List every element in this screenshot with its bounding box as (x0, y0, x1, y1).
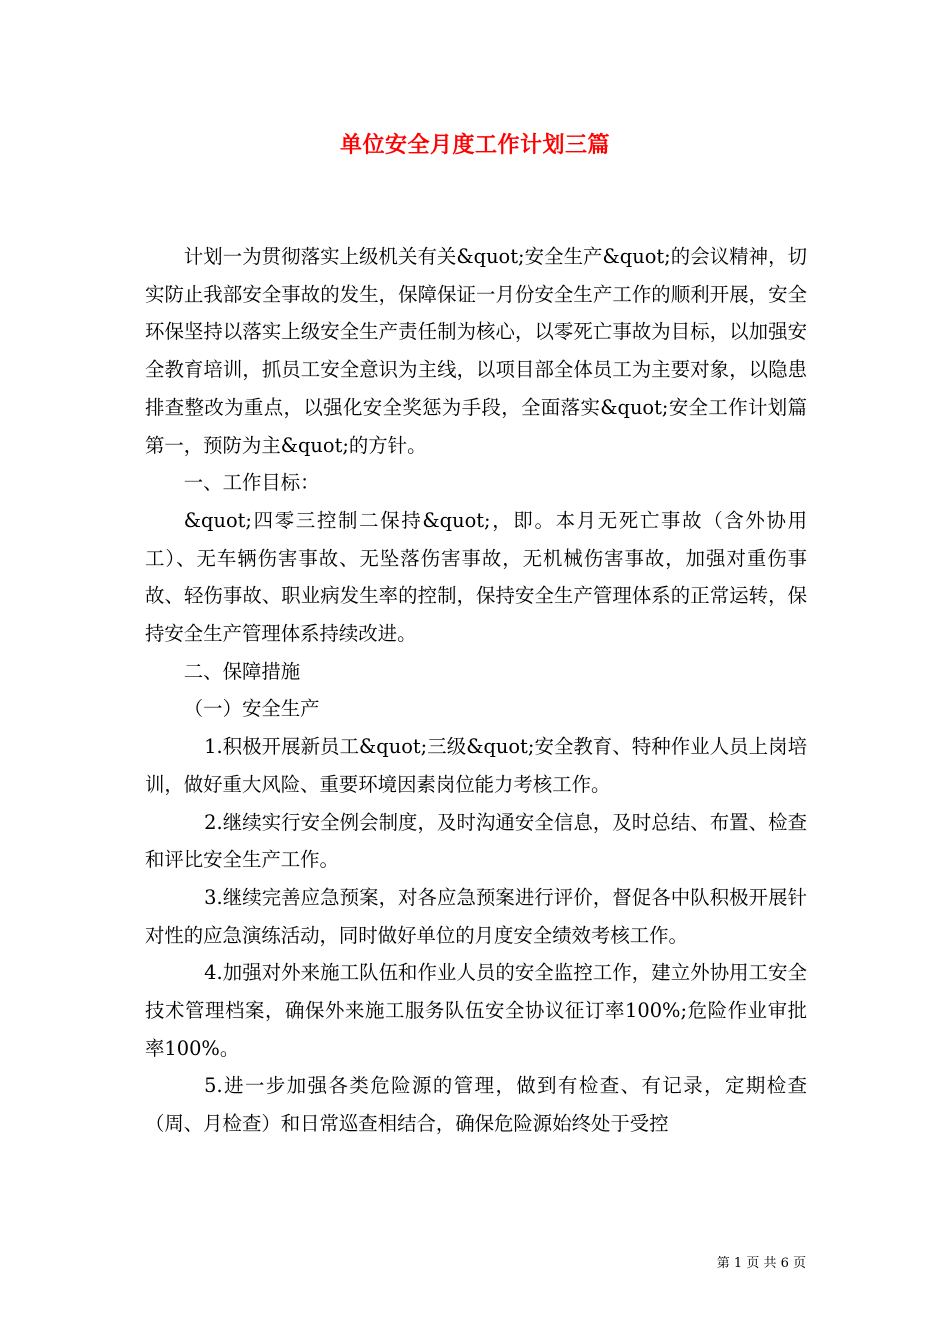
heading-safe-production: （一）安全生产 (183, 697, 320, 721)
paragraph-intro: 计划一为贯彻落实上级机关有关&quot;安全生产&quot;的会议精神，切实防止我部安全事故的发生，保障保证一月份安全生产工作的顺利开展，安全环保坚持以落实上级安全生产责任制为核心，以零死亡事故为目标，以加强安全教育培训，抓员工安全意识为主线，以项目部全体员工为主要对象，以隐患排查整改为重点，以强化安全奖惩为手段，全面落实&quot;安全工作计划篇第一，预防为主&quot;的方针。 (145, 245, 807, 457)
page-number: 第 1 页 共 6 页 (716, 1256, 806, 1271)
paragraph-goals: &quot;四零三控制二保持&quot;，即。本月无死亡事故（含外协用工）、无车辆伤害事故、无坠落伤害事故，无机械伤害事故，加强对重伤事故、轻伤事故、职业病发生率的控制，保持安全生产管理体系的正常运转，保持安全生产管理体系持续改进。 (145, 508, 807, 646)
heading-work-goals: 一、工作目标： (183, 471, 320, 495)
page-title: 单位安全月度工作计划三篇 (339, 133, 610, 158)
document-body (145, 238, 807, 1143)
list-item-1: 1.积极开展新员工&quot;三级&quot;安全教育、特种作业人员上岗培训，做好重大风险、重要环境因素岗位能力考核工作。 (145, 735, 807, 796)
list-item-4: 4.加强对外来施工队伍和作业人员的安全监控工作，建立外协用工安全技术管理档案，确保外来施工服务队伍安全协议征订率100%;危险作业审批率100%。 (145, 961, 807, 1060)
list-item-3: 3.继续完善应急预案，对各应急预案进行评价，督促各中队积极开展针对性的应急演练活动，同时做好单位的月度安全绩效考核工作。 (145, 885, 807, 947)
list-item-5: 5.进一步加强各类危险源的管理，做到有检查、有记录，定期检查（周、月检查）和日常巡查相结合，确保危险源始终处于受控 (145, 1074, 807, 1136)
list-item-2: 2.继续实行安全例会制度，及时沟通安全信息，及时总结、布置、检查和评比安全生产工作。 (145, 810, 807, 872)
heading-safeguards: 二、保障措施 (183, 659, 301, 683)
